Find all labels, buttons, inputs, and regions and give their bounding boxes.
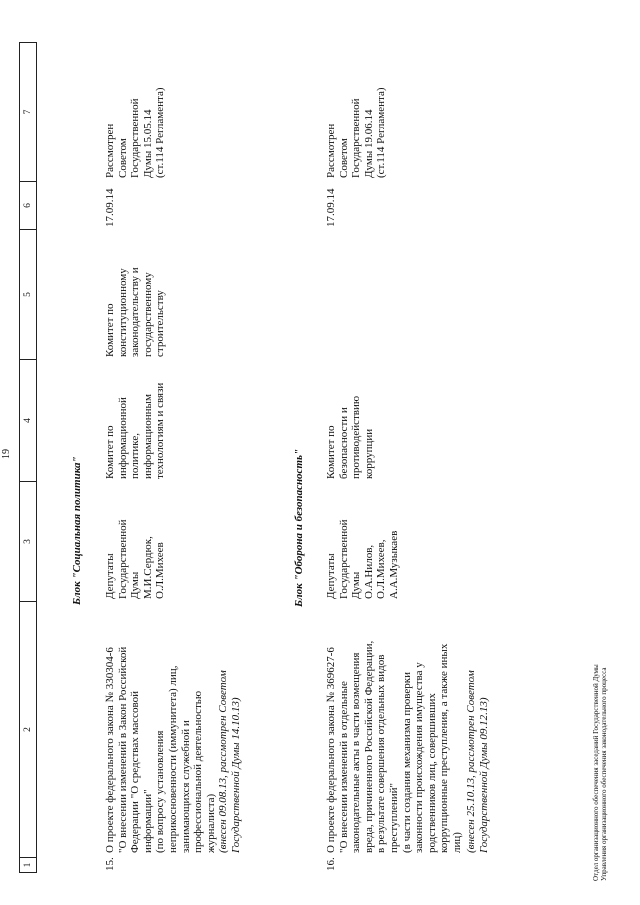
review-date: 17.09.14 xyxy=(104,188,116,227)
column-header-1: 1 xyxy=(19,858,37,873)
co-committee: Комитет по конституционному законодательству и государственному строительству xyxy=(104,267,167,357)
responsible-committee: Комитет по безопасности и противодействию коррупции xyxy=(325,395,375,479)
column-header-2: 2 xyxy=(19,602,37,858)
row-number: 15. xyxy=(104,857,116,871)
column-header-5: 5 xyxy=(19,230,37,360)
section-title-defence: Блок "Оборона и безопасность" xyxy=(293,448,305,607)
column-header-4: 4 xyxy=(19,360,37,482)
bill-note: (внесен 09.08.13, рассмотрен Советом Государственной Думы 14.10.13) xyxy=(217,670,242,853)
responsible-committee: Комитет по информационной политике, информационным технологиям и связи xyxy=(104,382,167,479)
column-header-6: 6 xyxy=(19,182,37,230)
bill-authors: Депутаты Государственной Думы О.А.Нилов, О.Л.Михеев, А.А.Музыкаев xyxy=(325,519,400,599)
bill-note: (внесен 25.10.13, рассмотрен Советом Государственной Думы 09.12.13) xyxy=(465,670,490,853)
review-status: Рассмотрен Советом Государственной Думы 15.05.14 (ст.114 Регламента) xyxy=(104,87,167,178)
page-number: 19 xyxy=(1,449,12,459)
column-header-7: 7 xyxy=(19,42,37,182)
bill-title: О проекте федерального закона № 369627-6 "О внесении изменений в отдельные законодательные акты в части возмещения вреда, причиненного Российской Федерации, в результате совершения отдельных видов преступлений" (в части создания механизма проверки законности происхождения имущества у родственников лиц, совершивших коррупционные преступления, а также иных лиц) xyxy=(325,640,463,853)
section-title-social: Блок "Социальная политика" xyxy=(71,456,83,605)
column-header-3: 3 xyxy=(19,482,37,602)
footer-department: Отдел организационного обеспечения заседаний Государственной Думы Управления организационного обеспечения законодательного процесса xyxy=(592,664,609,881)
bill-title: О проекте федерального закона № 330304-6 "О внесении изменений в Закон Российской Федерации "О средствах массовой информации" (по вопросу установления неприкосновенности (иммунитета) лиц, занимающихся служебной и профессиональной деятельностью журналиста) xyxy=(104,646,217,853)
review-status: Рассмотрен Советом Государственной Думы 19.06.14 (ст.114 Регламента) xyxy=(325,87,388,178)
bill-authors: Депутаты Государственной Думы М.И.Сердюк, О.Л.Михеев xyxy=(104,519,167,599)
review-date: 17.09.14 xyxy=(325,188,337,227)
row-number: 16. xyxy=(325,857,337,871)
